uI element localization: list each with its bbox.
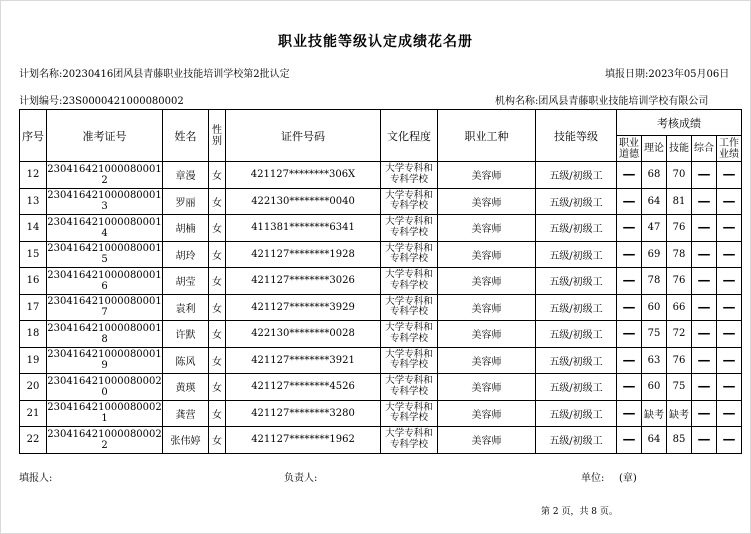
table-row [20,347,742,374]
cell-seq: 18 [20,321,47,348]
cell-theory: 63 [642,347,667,374]
cell-level: 五级/初级工 [536,215,617,242]
cell-overall: — [692,321,717,348]
cell-exam-no: 230416421000080002 1 [47,400,163,427]
table-row [20,215,742,242]
table-row [20,241,742,268]
cell-gender: 女 [209,294,226,321]
cell-occupation: 美容师 [438,321,536,348]
header-ethics: 职业道德 [617,136,642,162]
cell-seq: 17 [20,294,47,321]
cell-exam-no: 230416421000080001 8 [47,321,163,348]
cell-ethics: — [617,268,642,295]
cell-education: 大学专科和专科学校 [381,162,438,189]
fill-date-value: 2023年05月06日 [648,69,730,80]
cell-work: — [717,347,742,374]
cell-id-no: 421127********4526 [226,374,381,401]
cell-exam-no: 230416421000080001 9 [47,347,163,374]
header-education: 文化程度 [381,110,438,162]
cell-theory: 缺考 [642,400,667,427]
cell-name: 张伟婷 [163,427,209,454]
cell-gender: 女 [209,241,226,268]
filler-label: 填报人: [19,473,53,484]
cell-id-no: 411381********6341 [226,215,381,242]
cell-gender: 女 [209,188,226,215]
cell-education: 大学专科和专科学校 [381,374,438,401]
cell-ethics: — [617,188,642,215]
cell-education: 大学专科和专科学校 [381,400,438,427]
cell-seq: 19 [20,347,47,374]
cell-occupation: 美容师 [438,294,536,321]
cell-gender: 女 [209,374,226,401]
cell-id-no: 421127********306X [226,162,381,189]
cell-ethics: — [617,427,642,454]
cell-name: 章漫 [163,162,209,189]
table-row [20,294,742,321]
cell-gender: 女 [209,400,226,427]
cell-occupation: 美容师 [438,374,536,401]
cell-name: 袁利 [163,294,209,321]
cell-education: 大学专科和专科学校 [381,347,438,374]
cell-work: — [717,427,742,454]
cell-theory: 69 [642,241,667,268]
cell-exam-no: 230416421000080001 4 [47,215,163,242]
cell-occupation: 美容师 [438,241,536,268]
table-row [20,427,742,454]
cell-skill: 76 [667,215,692,242]
plan-name [19,65,290,80]
cell-work: — [717,188,742,215]
cell-work: — [717,215,742,242]
cell-seq: 16 [20,268,47,295]
table-row [20,321,742,348]
cell-skill: 70 [667,162,692,189]
cell-ethics: — [617,215,642,242]
cell-overall: — [692,294,717,321]
cell-education: 大学专科和专科学校 [381,241,438,268]
cell-gender: 女 [209,321,226,348]
cell-ethics: — [617,162,642,189]
cell-theory: 47 [642,215,667,242]
cell-exam-no: 230416421000080001 3 [47,188,163,215]
plan-number-value: 23S000042100008000​2 [62,96,184,107]
cell-occupation: 美容师 [438,347,536,374]
header-occupation: 职业工种 [438,110,536,162]
cell-work: — [717,321,742,348]
cell-name: 胡楠 [163,215,209,242]
header-seq: 序号 [20,110,47,162]
cell-occupation: 美容师 [438,268,536,295]
cell-level: 五级/初级工 [536,188,617,215]
header-overall: 综合 [692,136,717,162]
table-row [20,188,742,215]
cell-theory: 78 [642,268,667,295]
cell-level: 五级/初级工 [536,347,617,374]
cell-skill: 76 [667,347,692,374]
cell-name: 陈风 [163,347,209,374]
cell-gender: 女 [209,162,226,189]
cell-education: 大学专科和专科学校 [381,188,438,215]
plan-number-label: 计划编号: [19,96,63,107]
cell-work: — [717,268,742,295]
cell-exam-no: 230416421000080002 0 [47,374,163,401]
plan-name-label: 计划名称: [19,69,63,80]
cell-ethics: — [617,294,642,321]
cell-education: 大学专科和专科学校 [381,427,438,454]
cell-skill: 66 [667,294,692,321]
cell-overall: — [692,400,717,427]
cell-name: 胡莹 [163,268,209,295]
header-work: 工作业绩 [717,136,742,162]
cell-seq: 12 [20,162,47,189]
cell-exam-no: 230416421000080001 2 [47,162,163,189]
page-title: 职业技能等级认定成绩花名册 [278,34,473,50]
header-exam-no: 准考证号 [47,110,163,162]
cell-level: 五级/初级工 [536,268,617,295]
cell-overall: — [692,162,717,189]
cell-education: 大学专科和专科学校 [381,321,438,348]
cell-id-no: 421127********1928 [226,241,381,268]
cell-skill: 85 [667,427,692,454]
cell-name: 罗丽 [163,188,209,215]
cell-name: 许默 [163,321,209,348]
cell-overall: — [692,347,717,374]
cell-ethics: — [617,241,642,268]
cell-id-no: 422130********0028 [226,321,381,348]
header-gender: 性别 [209,110,226,162]
seal-label: (章) [619,473,637,484]
cell-theory: 64 [642,188,667,215]
cell-skill: 76 [667,268,692,295]
cell-seq: 13 [20,188,47,215]
header-id-no: 证件号码 [226,110,381,162]
header-skill: 技能 [667,136,692,162]
cell-id-no: 421127********3929 [226,294,381,321]
cell-work: — [717,374,742,401]
cell-ethics: — [617,347,642,374]
cell-theory: 75 [642,321,667,348]
cell-seq: 20 [20,374,47,401]
cell-skill: 78 [667,241,692,268]
cell-gender: 女 [209,268,226,295]
table-row [20,400,742,427]
table-body [20,162,742,454]
fill-date [605,65,729,80]
cell-level: 五级/初级工 [536,427,617,454]
cell-skill: 75 [667,374,692,401]
cell-theory: 60 [642,374,667,401]
cell-exam-no: 230416421000080002 2 [47,427,163,454]
cell-occupation: 美容师 [438,427,536,454]
cell-name: 龚营 [163,400,209,427]
cell-id-no: 421127********3026 [226,268,381,295]
cell-level: 五级/初级工 [536,241,617,268]
fill-date-label: 填报日期: [605,69,649,80]
page-info: 第 2 页，共 8 页。 [541,507,618,517]
unit-label: 单位: [581,473,605,484]
cell-overall: — [692,427,717,454]
header-theory: 理论 [642,136,667,162]
plan-number [19,92,184,107]
cell-overall: — [692,188,717,215]
cell-overall: — [692,241,717,268]
cell-work: — [717,241,742,268]
header-level: 技能等级 [536,110,617,162]
cell-work: — [717,162,742,189]
cell-skill: 缺考 [667,400,692,427]
cell-ethics: — [617,321,642,348]
cell-occupation: 美容师 [438,400,536,427]
org-name-value: 团风县青藤职业技能培训学校有限公司 [538,96,709,107]
cell-id-no: 421127********3280 [226,400,381,427]
cell-education: 大学专科和专科学校 [381,215,438,242]
table-row [20,374,742,401]
cell-gender: 女 [209,427,226,454]
cell-ethics: — [617,374,642,401]
cell-exam-no: 230416421000080001 6 [47,268,163,295]
cell-overall: — [692,215,717,242]
cell-work: — [717,400,742,427]
header-name: 姓名 [163,110,209,162]
cell-seq: 14 [20,215,47,242]
cell-id-no: 421127********1962 [226,427,381,454]
cell-overall: — [692,374,717,401]
cell-theory: 60 [642,294,667,321]
cell-level: 五级/初级工 [536,400,617,427]
cell-theory: 64 [642,427,667,454]
score-table [19,109,742,454]
cell-occupation: 美容师 [438,162,536,189]
cell-name: 黄瑛 [163,374,209,401]
header-scores: 考核成绩 [617,110,742,136]
cell-gender: 女 [209,215,226,242]
cell-education: 大学专科和专科学校 [381,294,438,321]
cell-occupation: 美容师 [438,188,536,215]
cell-name: 胡玲 [163,241,209,268]
table-row [20,162,742,189]
cell-gender: 女 [209,347,226,374]
cell-skill: 81 [667,188,692,215]
cell-occupation: 美容师 [438,215,536,242]
cell-exam-no: 230416421000080001 7 [47,294,163,321]
plan-name-value: 20230416团风县青藤职业技能培训学校第2批认定 [62,69,290,80]
cell-exam-no: 230416421000080001 5 [47,241,163,268]
cell-ethics: — [617,400,642,427]
cell-level: 五级/初级工 [536,162,617,189]
cell-theory: 68 [642,162,667,189]
cell-id-no: 422130********0040 [226,188,381,215]
cell-level: 五级/初级工 [536,294,617,321]
cell-seq: 15 [20,241,47,268]
cell-education: 大学专科和专科学校 [381,268,438,295]
cell-overall: — [692,268,717,295]
cell-work: — [717,294,742,321]
cell-id-no: 421127********3921 [226,347,381,374]
cell-skill: 72 [667,321,692,348]
table-row [20,268,742,295]
cell-level: 五级/初级工 [536,374,617,401]
cell-level: 五级/初级工 [536,321,617,348]
cell-seq: 21 [20,400,47,427]
responsible-label: 负责人: [284,473,318,484]
cell-seq: 22 [20,427,47,454]
org-name-label: 机构名称: [495,96,539,107]
org-name [495,92,708,107]
